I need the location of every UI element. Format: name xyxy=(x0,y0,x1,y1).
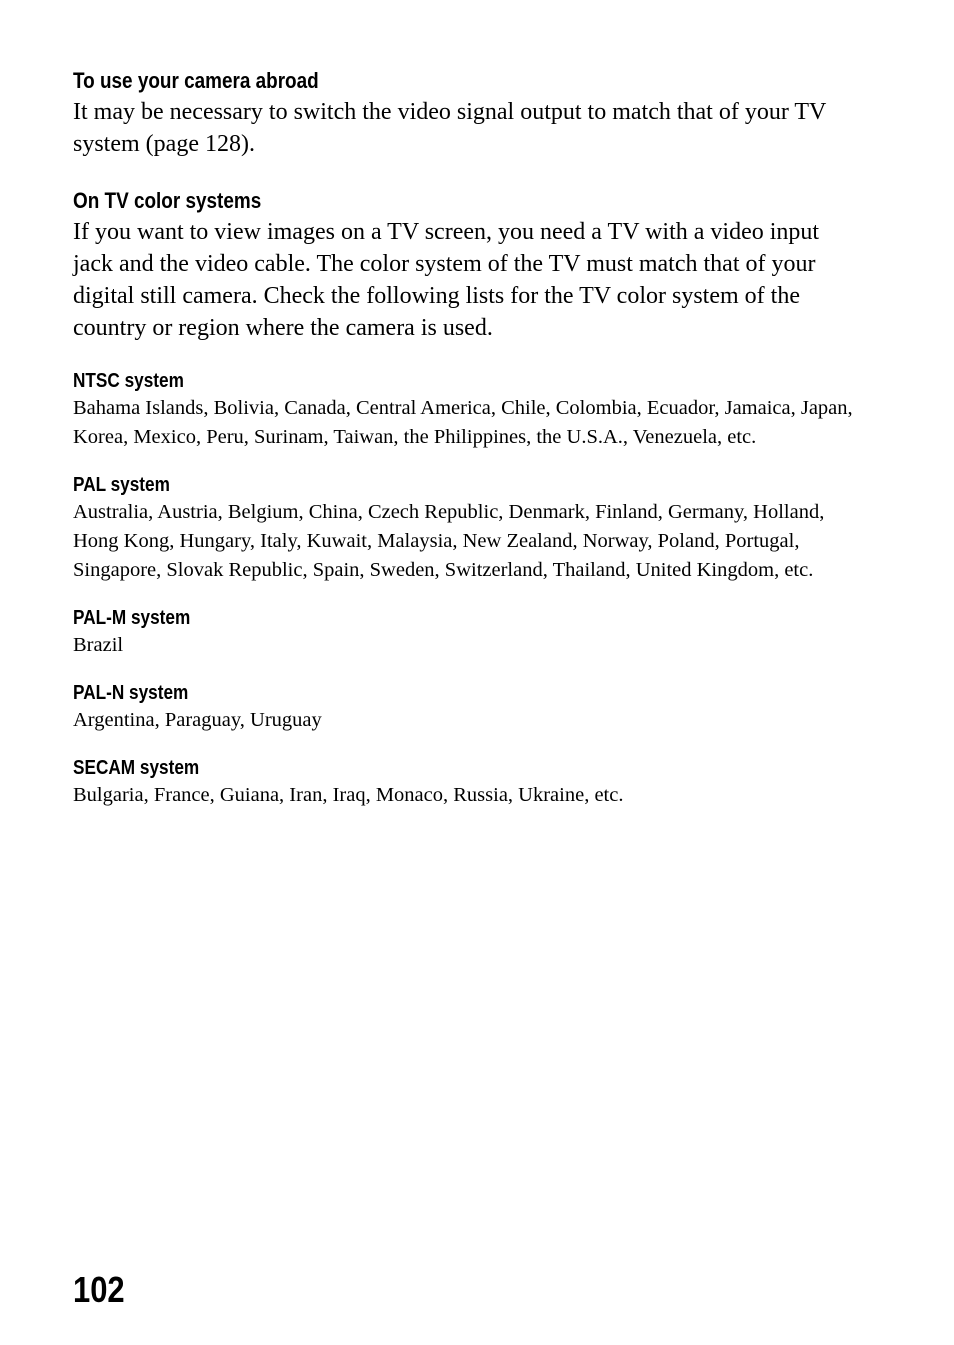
system-countries: Bulgaria, France, Guiana, Iran, Iraq, Monaco, Russia, Ukraine, etc. xyxy=(73,784,624,806)
page-content xyxy=(73,66,863,810)
system-heading: PAL-M system xyxy=(73,607,191,629)
section-body: If you want to view images on a TV screen, you need a TV with a video input jack and the video cable. The color system of the TV must match that of your digital still camera. Check the following lists for the TV color system of the country or region where the camera is used. xyxy=(73,219,820,341)
section-heading: On TV color systems xyxy=(73,188,262,213)
system-countries: Bahama Islands, Bolivia, Canada, Central America, Chile, Colombia, Ecuador, Jamaica, Japan, Korea, Mexico, Peru, Surinam, Taiwan, the Philippines, the U.S.A., Venezuela, etc. xyxy=(73,397,853,448)
system-countries: Australia, Austria, Belgium, China, Czech Republic, Denmark, Finland, Germany, Holland, Hong Kong, Hungary, Italy, Kuwait, Malaysia, New Zealand, Norway, Poland, Portugal, Singapore, Slovak Republic, Spain, Sweden, Switzerland, Thailand, United Kingdom, etc. xyxy=(73,501,825,581)
system-pal xyxy=(73,472,863,585)
section-body: It may be necessary to switch the video signal output to match that of your TV system (page 128). xyxy=(73,99,826,157)
system-ntsc xyxy=(73,368,863,452)
system-secam xyxy=(73,755,863,810)
system-countries: Brazil xyxy=(73,634,124,656)
system-pal-n xyxy=(73,680,863,735)
section-tv-color-systems xyxy=(73,186,863,344)
system-heading: PAL system xyxy=(73,474,170,496)
page-number: 102 xyxy=(73,1269,125,1310)
system-heading: PAL-N system xyxy=(73,682,189,704)
system-heading: SECAM system xyxy=(73,757,200,779)
system-heading: NTSC system xyxy=(73,370,184,392)
section-heading: To use your camera abroad xyxy=(73,68,319,93)
system-pal-m xyxy=(73,605,863,660)
section-camera-abroad xyxy=(73,66,863,160)
system-countries: Argentina, Paraguay, Uruguay xyxy=(73,709,322,731)
